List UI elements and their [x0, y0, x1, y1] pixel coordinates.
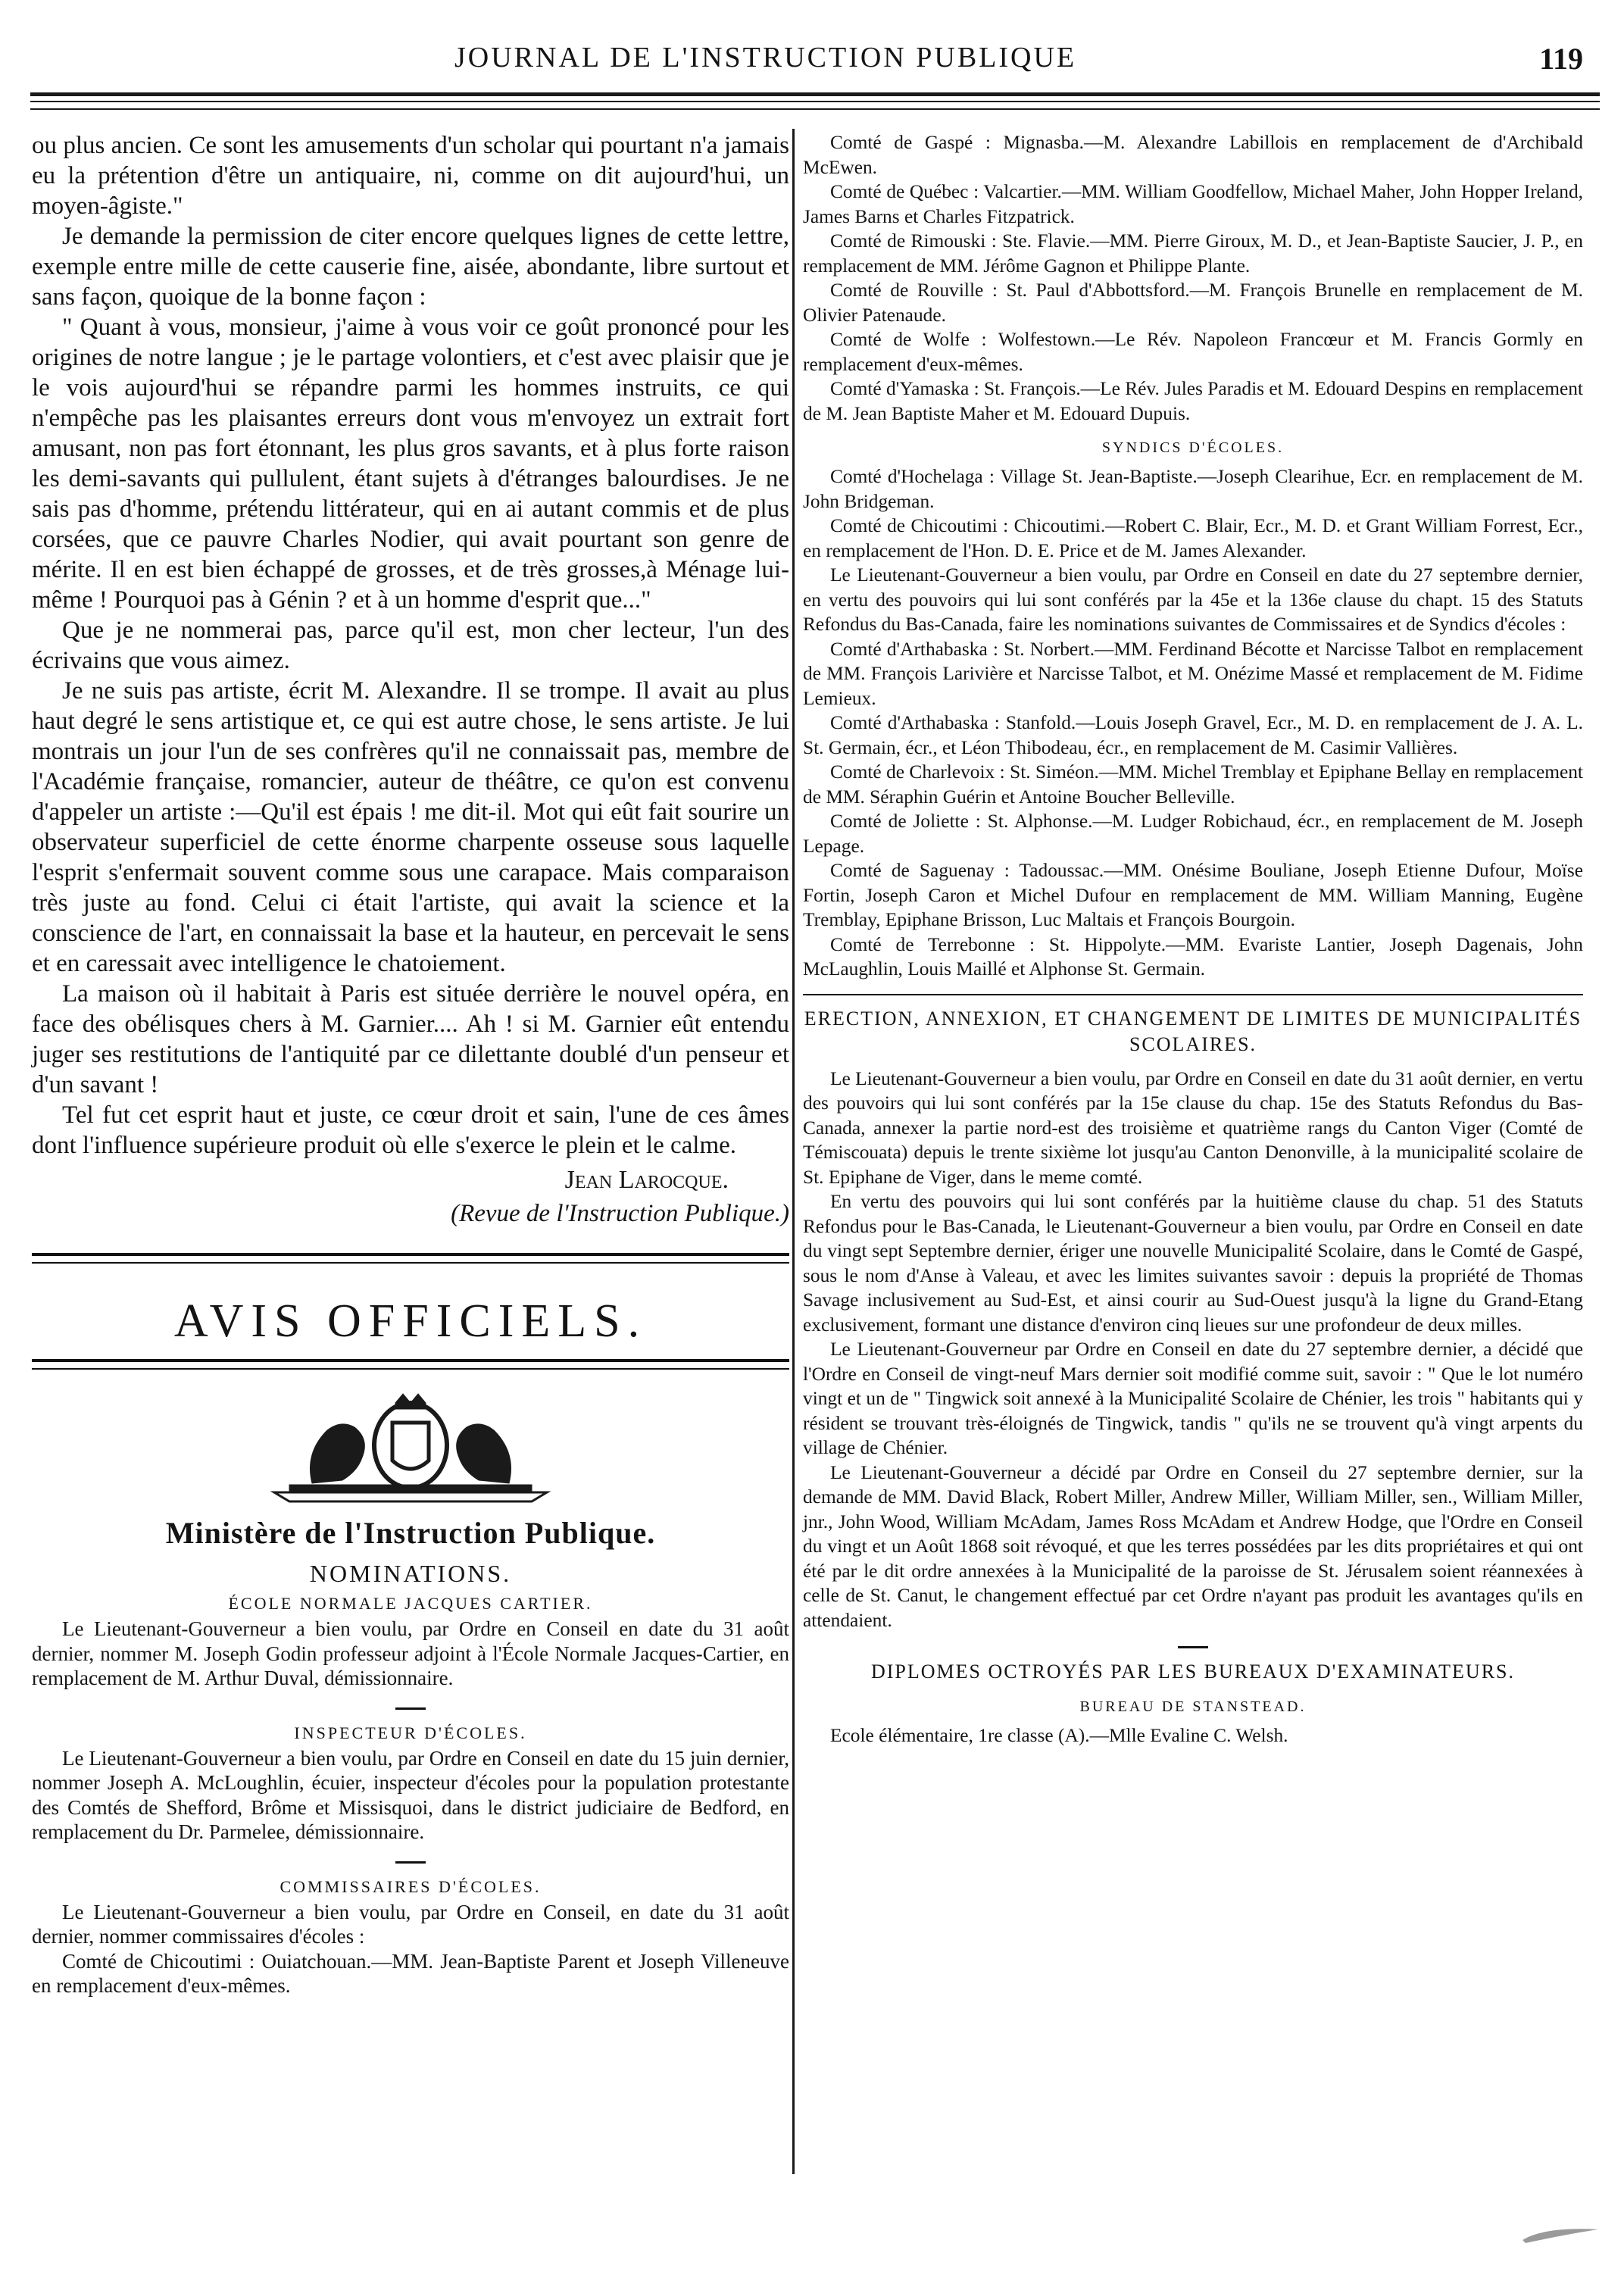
journal-title: JOURNAL DE L'INSTRUCTION PUBLIQUE [454, 42, 1077, 73]
article-paragraph: Que je ne nommerai pas, parce qu'il est, mon cher lecteur, l'un des écrivains que vous aimez. [32, 617, 789, 674]
notice-paragraph: Comté d'Arthabaska : St. Norbert.—MM. Ferdinand Bécotte et Narcisse Talbot en remplacement de MM. François Larivière et Narcisse Talbot, et M. Onézime Massé et remplacement de M. Fidime Lemieux. [803, 638, 1583, 709]
diplomes-heading: DIPLOMES OCTROYÉS PAR LES BUREAUX D'EXAMINATEURS. [870, 1661, 1516, 1682]
coat-of-arms-emblem [244, 1392, 577, 1506]
notice-paragraph: Comté de Québec : Valcartier.—MM. William Goodfellow, Michael Maher, John Hopper Ireland, James Barns et Charles Fitzpatrick. [803, 181, 1583, 227]
article-paragraph: Tel fut cet esprit haut et juste, ce cœur droit et sain, l'une de ces âmes dont l'influence supérieure produit où elle s'exerce le plein et le calme. [32, 1101, 789, 1159]
notice-paragraph: Le Lieutenant-Gouverneur a bien voulu, par Ordre en Conseil en date du 15 juin dernier, nommer Joseph A. McLoughlin, écuier, inspecteur d'écoles pour la population protestante des Comtés de Shefford, Brôme et Missisquoi, dans le district judiciaire de Bedford, en remplacement du Dr. Parmelee, démissionnaire. [32, 1746, 789, 1843]
notice-paragraph: Comté de Wolfe : Wolfestown.—Le Rév. Napoleon Francœur et M. Francis Gormly en remplacement d'eux-mêmes. [803, 329, 1583, 375]
ministry-heading: Ministère de l'Instruction Publique. [165, 1516, 656, 1550]
notice-paragraph: Comté de Rimouski : Ste. Flavie.—MM. Pierre Giroux, M. D., et Jean-Baptiste Saucier, J. P., en remplacement de MM. Jérôme Gagnon et Philippe Plante. [803, 230, 1583, 277]
notice-section [32, 1594, 789, 1998]
notice-paragraph: Comté de Saguenay : Tadoussac.—MM. Onésime Bouliane, Joseph Etienne Dufour, Moïse Fortin, Joseph Caron et Michel Dufour en remplacement de MM. William Manning, Eugène Tremblay, Epiphane Brisson, Luc Maltais et François Bourgoin. [803, 860, 1583, 930]
header-rule-thick [30, 92, 1600, 96]
notice-paragraph: Le Lieutenant-Gouverneur par Ordre en Conseil en date du 27 septembre dernier, a décidé que l'Ordre en Conseil de vingt-neuf Mars dernier soit modifié comme suit, savoir : " Que le lot numéro vingt et un de " Tingwick soit annexé à la Municipalité Scolaire de Chénier, les trois " habitants qui y résident se trouvant très-éloignés de Tingwick, tandis " qu'ils ne se trouvent qu'à vingt arpents du village de Chénier. [803, 1339, 1583, 1458]
header-rule-thin [30, 101, 1600, 102]
notice-paragraph: Comté de Terrebonne : St. Hippolyte.—MM. Evariste Lantier, Joseph Dagenais, John McLaughlin, Louis Maillé et Alphonse St. Germain. [803, 933, 1583, 979]
article-paragraph: Je ne suis pas artiste, écrit M. Alexandre. Il se trompe. Il avait au plus haut degré le sens artistique et, ce qui est autre chose, le sens artiste. Je lui montrais un jour l'un de ses confrères qu'il ne connaissait pas, membre de l'Académie française, romancier, auteur de théâtre, ce qu'on est convenu d'appeler un artiste :—Qu'il est épais ! me dit-il. Mot qui eût fait sourire un observateur superficiel de cette énorme charpente osseuse sous laquelle l'esprit s'enfermait souvent comme sous une carapace. Mais comparaison très juste au fond. Celui ci était l'artiste, qui avait la science et la conscience de l'art, en connaissait la base et la hauteur, en percevait le sens et en caressait avec intelligence le chatoiement. [32, 677, 789, 977]
header-rule-thin-2 [30, 108, 1600, 110]
notice-paragraph: Le Lieutenant-Gouverneur a décidé par Ordre en Conseil du 27 septembre dernier, sur la demande de MM. David Black, Robert Miller, Andrew Miller, William Miller, sen., William Miller, jnr., John Wood, William McAdam, James Ross McAdam et Andrew Hodge, que l'Ordre en Conseil du vingt et un Août 1868 soit révoqué, et que les terres possédées par les dits propriétaires et qui ont été par le dit ordre annexées à la Municipalité de la paroisse de St. Jérusalem soient réannexées à celle de St. Canut, le changement effectué par cet Ordre n'ayant pas produit les avantages qu'ils en attendaient. [803, 1461, 1583, 1631]
notice-paragraph: Comté de Charlevoix : St. Siméon.—MM. Michel Tremblay et Epiphane Bellay en remplacement de MM. Séraphin Guérin et Antoine Boucher Belleville. [803, 761, 1583, 808]
page-number: 119 [1539, 42, 1583, 76]
notice-paragraph: Ecole élémentaire, 1re classe (A).—Mlle Evaline C. Welsh. [830, 1725, 1288, 1746]
notice-paragraph: Comté de Rouville : St. Paul d'Abbottsford.—M. François Brunelle en remplacement de M. Olivier Patenaude. [803, 280, 1583, 326]
erection-heading: ERECTION, ANNEXION, ET CHANGEMENT DE LIMITES DE MUNICIPALITÉS SCOLAIRES. [804, 1007, 1582, 1055]
running-header [30, 41, 1598, 80]
notice-paragraph: En vertu des pouvoirs qui lui sont conférés par la huitième clause du chap. 51 des Statuts Refondus pour le Bas-Canada, le Lieutenant-Gouverneur a bien voulu, par Ordre en Conseil en date du vingt sept Septembre dernier, ériger une nouvelle Municipalité Scolaire, dans le Comté de Gaspé, sous le nom d'Anse à Valeau, et avec les limites suivantes savoir : depuis la propriété de Thomas Savage inclusivement au Sud-Est, et ainsi courir au Sud-Ouest jusqu'à la ligne du Grand-Etang exclusivement, formant une distance d'environ cinq lieues sur une profondeur de deux milles. [803, 1191, 1583, 1336]
subsection-heading: ÉCOLE NORMALE JACQUES CARTIER. [228, 1594, 593, 1613]
short-divider [1178, 1646, 1208, 1648]
short-divider [395, 1861, 426, 1864]
notice-paragraph: Comté de Chicoutimi : Chicoutimi.—Robert C. Blair, Ecr., M. D. et Grant William Forrest, Ecr., en remplacement de l'Hon. D. E. Price et de M. James Alexander. [803, 515, 1583, 561]
subsection-heading: INSPECTEUR D'ÉCOLES. [294, 1723, 527, 1742]
section-rule [803, 994, 1583, 995]
right-column [803, 130, 1583, 1748]
source-citation: (Revue de l'Instruction Publique.) [451, 1200, 789, 1227]
short-divider [395, 1707, 426, 1710]
left-column [32, 130, 789, 1998]
notice-paragraph: Comté de Gaspé : Mignasba.—M. Alexandre Labillois en remplacement de d'Archibald McEwen. [803, 132, 1583, 178]
article-paragraph: ou plus ancien. Ce sont les amusements d'un scholar qui pourtant n'a jamais eu la prétention d'être un antiquaire, ni, comme on dit aujourd'hui, un moyen-âgiste." [32, 132, 789, 220]
section-divider [32, 1253, 789, 1264]
nominations-heading: NOMINATIONS. [309, 1560, 512, 1587]
notice-paragraph: Comté de Joliette : St. Alphonse.—M. Ludger Robichaud, écr., en remplacement de M. Joseph Lepage. [803, 811, 1583, 857]
article-paragraph: Je demande la permission de citer encore quelques lignes de cette lettre, exemple entre mille de cette causerie fine, aisée, abondante, libre surtout et sans façon, quoique de la bonne façon : [32, 223, 789, 311]
notice-paragraph: Comté d'Arthabaska : Stanfold.—Louis Joseph Gravel, Ecr., M. D. en remplacement de J. A. L. St. Germain, écr., et Léon Thibodeau, écr., en remplacement de M. Casimir Vallières. [803, 712, 1583, 758]
column-divider [792, 129, 795, 2174]
notice-paragraph: Comté de Chicoutimi : Ouiatchouan.—MM. Jean-Baptiste Parent et Joseph Villeneuve en remplacement d'eux-mêmes. [32, 1949, 789, 1997]
avis-officiels-title: AVIS OFFICIELS. [173, 1295, 648, 1347]
notice-paragraph: Le Lieutenant-Gouverneur a bien voulu, par Ordre en Conseil en date du 31 août dernier, en vertu des pouvoirs qui lui sont conférés par la 15e clause du chap. 15e des Statuts Refondus du Bas-Canada, annexer la partie nord-est des troisième et quatrième rangs du Canton Viger (Comté de Témiscouata) depuis le trente sixième lot jusqu'au Canton Denonville, à la municipalité scolaire de St. Epiphane de Viger, dans le meme comté. [803, 1067, 1583, 1188]
article-paragraph: " Quant à vous, monsieur, j'aime à vous voir ce goût prononcé pour les origines de notre langue ; je le partage volontiers, et c'est avec plaisir que je le vois aujourd'hui se répandre parmi les hommes instruits, ce qui n'empêche pas les plaisantes erreurs dont vous m'envoyez un extrait fort amusant, non pas fort étonnant, les plus gros savants, et à plus forte raison les demi-savants qui pullulent, étant sujets à d'étranges balourdises. Je ne sais pas d'homme, prétendu littérateur, qui en ai autant commis et de plus corsées, que ce pauvre Charles Nodier, qui avait pourtant son genre de mérite. Il en est bien échappé de grosses, et de très grosses,à Ménage lui-même ! Pourquoi pas à Génin ? et à un homme d'esprit que..." [32, 314, 789, 614]
section-divider [32, 1359, 789, 1370]
notice-paragraph: Le Lieutenant-Gouverneur a bien voulu, par Ordre en Conseil, en date du 31 août dernier, nommer commissaires d'écoles : [32, 1900, 789, 1948]
notice-paragraph: Comté d'Hochelaga : Village St. Jean-Baptiste.—Joseph Clearihue, Ecr. en remplacement de M. John Bridgeman. [803, 466, 1583, 512]
notice-paragraph: Comté d'Yamaska : St. François.—Le Rév. Jules Paradis et M. Edouard Despins en remplacement de M. Jean Baptiste Maher et M. Edouard Dupuis. [803, 378, 1583, 424]
article-paragraph: La maison où il habitait à Paris est située derrière le nouvel opéra, en face des obélisques chers à M. Garnier.... Ah ! si M. Garnier eût entendu juger ses restitutions de l'antiquité par ce dilettante doublé d'un penseur et d'un savant ! [32, 980, 789, 1098]
syndics-heading: SYNDICS D'ÉCOLES. [1101, 439, 1285, 456]
subsection-heading: COMMISSAIRES D'ÉCOLES. [280, 1876, 542, 1896]
notice-paragraph: Le Lieutenant-Gouverneur a bien voulu, par Ordre en Conseil en date du 27 septembre dernier, en vertu des pouvoirs qui lui sont conférés par la 45e et la 136e clause du chapt. 15 des Statuts Refondus du Bas-Canada, faire les nominations suivantes de Commissaires et de Syndics d'écoles : [803, 564, 1583, 635]
bureau-heading: BUREAU DE STANSTEAD. [1079, 1698, 1307, 1715]
author-signature: Jean Larocque. [564, 1166, 729, 1194]
notice-paragraph: Le Lieutenant-Gouverneur a bien voulu, par Ordre en Conseil en date du 31 août dernier, nommer M. Joseph Godin professeur adjoint à l'École Normale Jacques-Cartier, en remplacement de M. Arthur Duval, démissionnaire. [32, 1617, 789, 1689]
ink-smudge [1519, 2225, 1603, 2245]
